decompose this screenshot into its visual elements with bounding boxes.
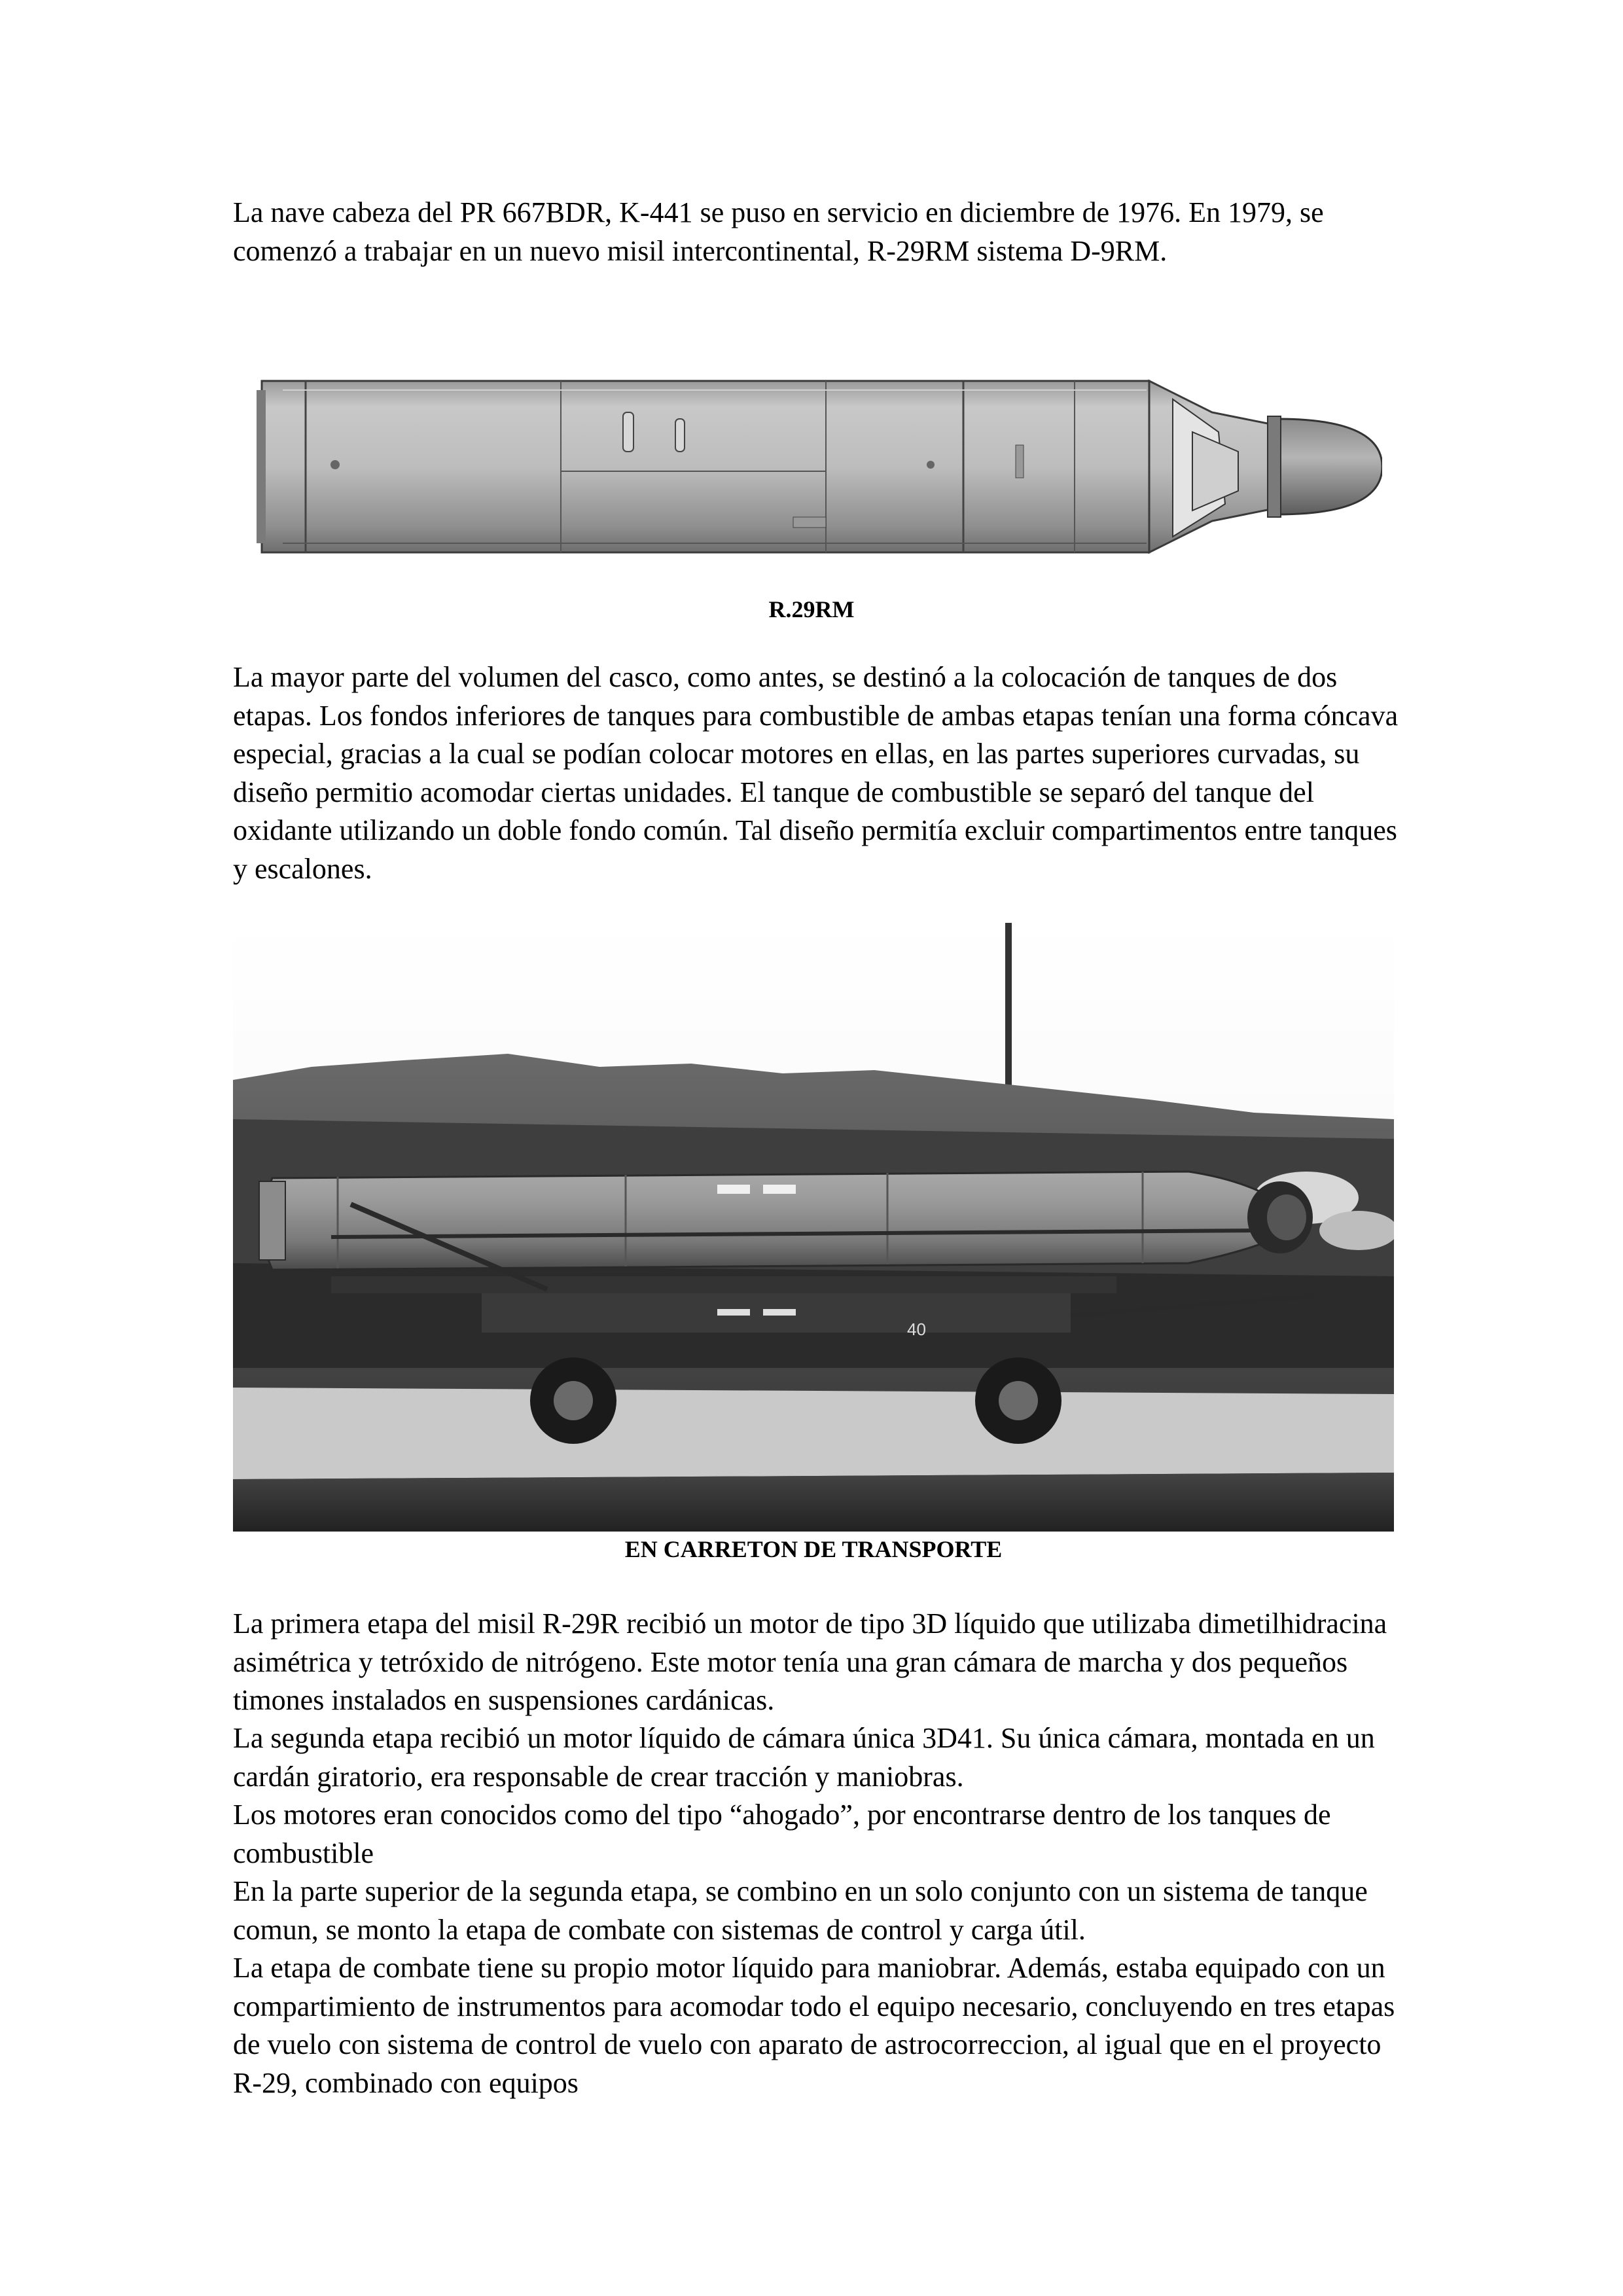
paragraph-drowned-engines: Los motores eran conocidos como del tipo “ahogado”, por encontrarse dentro de los tanques de combustible (233, 1799, 1331, 1869)
paragraph-intro: La nave cabeza del PR 667BDR, K-441 se puso en servicio en diciembre de 1976. En 1979, se comenzó a trabajar en un nuevo misil intercontinental, R-29RM sistema D-9RM. (233, 196, 1324, 267)
paragraph-hull-volume: La mayor parte del volumen del casco, como antes, se destinó a la colocación de tanques de dos etapas. Los fondos inferiores de tanques para combustible de ambas etapas tenían una forma cóncava especial, gracias a la cual se podían colocar motores en ellas, en las partes superiores curvadas, su diseño permitio acomodar ciertas unidades. El tanque de combustible se separó del tanque del oxidante utilizando un doble fondo común. Tal diseño permitía excluir compartimentos entre tanques y escalones. (233, 661, 1399, 885)
trailer-number: 40 (907, 1319, 926, 1339)
paragraph-second-stage: La segunda etapa recibió un motor líquido de cámara única 3D41. Su única cámara, montada en un cardán giratorio, era responsable de crear tracción y maniobras. (233, 1722, 1375, 1793)
missile-caption: R.29RM (768, 596, 855, 622)
transport-caption: EN CARRETON DE TRANSPORTE (624, 1536, 1003, 1562)
paragraph-first-stage: La primera etapa del misil R-29R recibió un motor de tipo 3D líquido que utilizaba dimetilhidracina asimétrica y tetróxido de nitrógeno. Este motor tenía una gran cámara de marcha y dos pequeños timones instalados en suspensiones cardánicas. (233, 1607, 1387, 1716)
missile-drawing-figure (257, 353, 1382, 576)
missile-drawing (257, 353, 1382, 576)
transport-photo (233, 923, 1394, 1532)
paragraph-combat-stage-engine: La etapa de combate tiene su propio motor líquido para maniobrar. Además, estaba equipado con un compartimiento de instrumentos para acomodar todo el equipo necesario, concluyendo en tres etapas de vuelo con sistema de control de vuelo con aparato de astrocorreccion, al igual que en el proyecto R-29, combinado con equipos (233, 1952, 1395, 2099)
paragraph-combat-stage-assembly: En la parte superior de la segunda etapa, se combino en un solo conjunto con un sistema de tanque comun, se monto la etapa de combate con sistemas de control y carga útil. (233, 1875, 1368, 1946)
transport-photo-figure (233, 923, 1394, 1532)
